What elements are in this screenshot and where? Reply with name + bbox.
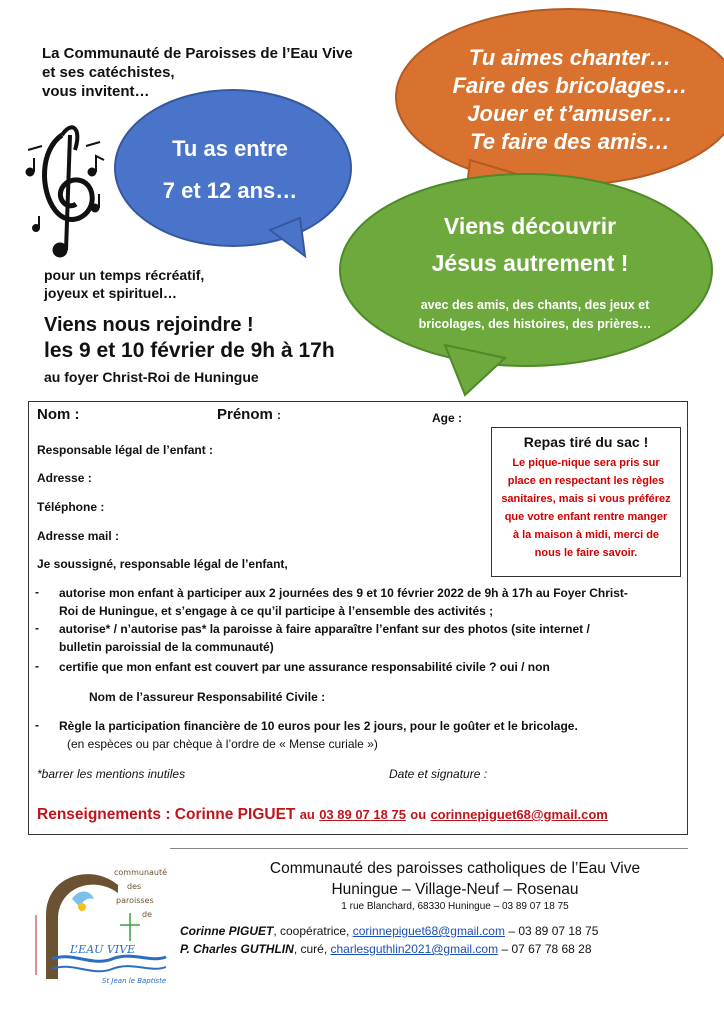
intro-line-3: vous invitent… <box>42 83 150 100</box>
telephone-label[interactable]: Téléphone : <box>37 500 105 514</box>
item-4-line-1: Règle la participation financière de 10 euros pour les 2 jours, pour le goûter et le bricolage. <box>59 719 578 733</box>
green-title-line-1: Viens découvrir <box>443 213 617 239</box>
logo-text-4: de <box>142 910 152 919</box>
orange-line-4: Te faire des amis… <box>470 129 670 154</box>
renseignements-ou: ou <box>410 807 427 822</box>
item-2-line-2: bulletin paroissial de la communauté) <box>59 640 274 654</box>
repas-line-6: nous le faire savoir. <box>534 547 638 559</box>
repas-title: Repas tiré du sac ! <box>523 434 649 450</box>
prenom-label[interactable] <box>217 406 281 423</box>
renseignements-line <box>37 806 608 824</box>
item-4-line-2: (en espèces ou par chèque à l’ordre de « Mense curiale ») <box>67 737 378 751</box>
intro-line-1: La Communauté de Paroisses de l’Eau Vive <box>42 45 353 62</box>
item-2-line-1[interactable]: autorise* / n’autorise pas* la paroisse à faire apparaître l’enfant sur des photos (site internet / <box>59 622 590 636</box>
logo-saint: St Jean le Baptiste <box>102 977 167 985</box>
logo-brand: L’EAU VIVE <box>70 943 136 956</box>
repas-line-2: place en respectant les règles <box>507 475 665 487</box>
invite-join: Viens nous rejoindre ! <box>44 314 254 336</box>
contact-2-email-link[interactable]: charlesguthlin2021@gmail.com <box>330 942 499 956</box>
item-3-dash: - <box>35 659 39 673</box>
adresse-label[interactable]: Adresse : <box>37 471 92 485</box>
green-bubble-subtitle <box>370 296 700 334</box>
renseignements-phone[interactable]: 03 89 07 18 75 <box>319 807 406 822</box>
contact-2-name: P. Charles GUTHLIN <box>180 942 294 956</box>
responsable-label[interactable]: Responsable légal de l’enfant : <box>37 443 214 457</box>
date-signature-label[interactable]: Date et signature : <box>389 767 488 781</box>
invite-dates: les 9 et 10 février de 9h à 17h <box>44 339 335 362</box>
footer-title <box>200 858 710 900</box>
barrer-note: *barrer les mentions inutiles <box>37 767 186 781</box>
orange-line-1: Tu aimes chanter… <box>468 45 672 70</box>
nom-label[interactable]: Nom : <box>37 406 80 423</box>
assureur-label[interactable]: Nom de l’assureur Responsabilité Civile : <box>89 690 326 704</box>
invite-location: au foyer Christ-Roi de Huningue <box>44 369 259 385</box>
contact-1-email-link[interactable]: corinnepiguet68@gmail.com <box>352 924 505 938</box>
repas-line-3: sanitaires, mais si vous préférez <box>501 493 671 505</box>
green-sub-line-1: avec des amis, des chants, des jeux et <box>420 298 650 312</box>
contact-1-phone: – 03 89 07 18 75 <box>504 924 599 938</box>
renseignements-label: Renseignements : Corinne PIGUET <box>37 806 296 823</box>
intro-text <box>42 44 353 101</box>
blue-line-1: Tu as entre <box>172 136 288 161</box>
item-1-line-2: Roi de Huningue, et s’engage à ce qu’il participe à l’ensemble des activités ; <box>59 604 494 618</box>
repas-line-1: Le pique-nique sera pris sur <box>512 457 660 469</box>
item-1-line-1: autorise mon enfant à participer aux 2 journées des 9 et 10 février 2022 de 9h à 17h au Foyer Christ- <box>59 586 628 600</box>
invite-line-2: joyeux et spirituel… <box>44 285 178 301</box>
intro-line-2: et ses catéchistes, <box>42 64 175 81</box>
logo-text-3: paroisses <box>116 896 154 905</box>
contact-cure <box>180 942 592 956</box>
renseignements-au: au <box>299 807 315 822</box>
eau-vive-logo <box>32 855 172 985</box>
orange-line-2: Faire des bricolages… <box>452 73 688 98</box>
contact-1-name: Corinne PIGUET <box>180 924 274 938</box>
footer-title-line-1: Communauté des paroisses catholiques de l’Eau Vive <box>269 860 641 877</box>
repas-line-5: à la maison à midi, merci de <box>512 529 660 541</box>
prenom-text: Prénom <box>217 406 273 423</box>
prenom-colon: : <box>277 408 282 422</box>
green-sub-line-2: bricolages, des histoires, des prières… <box>418 317 652 331</box>
blue-bubble-text <box>120 128 340 212</box>
blue-line-2: 7 et 12 ans… <box>162 178 298 203</box>
registration-form <box>28 401 688 835</box>
invite-intro <box>44 266 204 302</box>
invite-line-1: pour un temps récréatif, <box>44 267 205 283</box>
footer-address: 1 rue Blanchard, 68330 Huningue – 03 89 07 18 75 <box>341 901 569 912</box>
logo-text-2: des <box>127 882 142 891</box>
contact-2-phone: – 07 67 78 68 28 <box>498 942 592 956</box>
item-2-dash: - <box>35 621 39 635</box>
item-1-dash: - <box>35 585 39 599</box>
contact-1-role: , coopératrice, <box>273 924 353 938</box>
soussigne-text: Je soussigné, responsable légal de l’enfant, <box>37 557 288 571</box>
green-bubble-title <box>360 208 700 282</box>
footer-title-line-2: Huningue – Village-Neuf – Rosenau <box>331 881 579 898</box>
renseignements-email-link[interactable]: corinnepiguet68@gmail.com <box>430 807 608 822</box>
contact-2-role: , curé, <box>293 942 331 956</box>
contact-coopératrice <box>180 924 598 938</box>
orange-bubble-text <box>420 44 720 156</box>
mail-label[interactable]: Adresse mail : <box>37 529 120 543</box>
orange-line-3: Jouer et t’amuser… <box>467 101 673 126</box>
item-3-line[interactable]: certifie que mon enfant est couvert par une assurance responsabilité civile ? oui / non <box>59 660 550 674</box>
logo-text-1: communauté <box>114 868 168 877</box>
repas-notice <box>491 427 681 577</box>
repas-line-4: que votre enfant rentre manger <box>504 511 668 523</box>
age-label[interactable]: Age : <box>432 411 462 425</box>
footer-separator <box>170 848 688 849</box>
music-clef-icon <box>26 127 104 257</box>
item-4-dash: - <box>35 718 39 732</box>
green-title-line-2: Jésus autrement ! <box>431 250 629 276</box>
